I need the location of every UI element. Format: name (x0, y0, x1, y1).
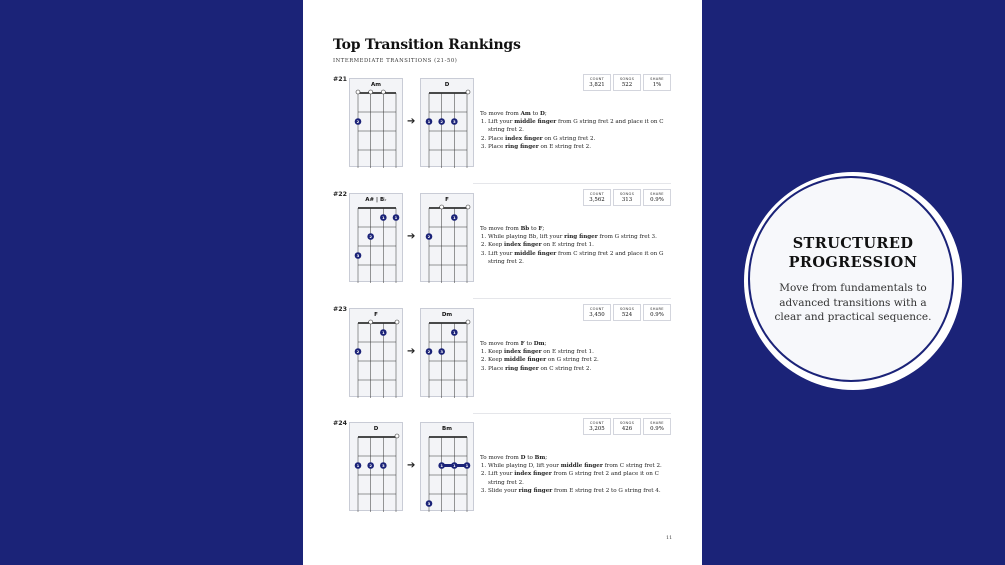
stat-songs (613, 418, 641, 435)
from-chord-name: A# | B♭ (365, 197, 387, 203)
stat-count (583, 304, 611, 321)
instruction-intro: To move from F to Dm; (480, 341, 547, 347)
finger-number: 1 (453, 329, 456, 335)
finger-number: 3 (440, 348, 443, 354)
entry-divider (473, 298, 671, 299)
stat-share (643, 418, 671, 435)
from-fretboard (350, 194, 404, 283)
transition-entry (303, 306, 702, 420)
from-chord-name: D (373, 426, 379, 432)
instruction-step: 2. Place index finger on G string fret 2. (488, 135, 670, 143)
open-string-marker (466, 320, 470, 324)
from-fretboard (350, 423, 404, 512)
stat-value: 3,205 (589, 426, 605, 432)
transition-entry (303, 420, 702, 534)
stat-count (583, 74, 611, 91)
finger-number: 3 (382, 462, 385, 468)
from-chord-diagram (349, 78, 403, 167)
stat-label: SHARE (650, 421, 664, 425)
from-chord-ref: Bb (520, 226, 530, 232)
finger-number: 2 (427, 233, 431, 239)
stat-label: SONGS (619, 77, 635, 81)
to-fretboard (421, 194, 475, 283)
stat-count (583, 418, 611, 435)
finger-number: 1 (453, 214, 456, 220)
finger-number: 2 (356, 348, 360, 354)
stat-label: SONGS (619, 421, 635, 425)
rank-number: #23 (333, 306, 348, 313)
instruction-steps (480, 348, 670, 373)
rank-number: #21 (333, 76, 348, 83)
stat-value: 1% (652, 82, 662, 88)
from-fretboard (350, 309, 404, 398)
stat-label: SONGS (619, 307, 635, 311)
stat-songs (613, 74, 641, 91)
from-chord-ref: F (520, 341, 525, 347)
stats-row (583, 304, 671, 321)
stat-label: SHARE (650, 307, 664, 311)
finger-number: 2 (356, 118, 360, 124)
transition-entry (303, 191, 702, 305)
to-chord-name: Dm (441, 312, 453, 318)
finger-number: 3 (427, 500, 431, 506)
open-string-marker (369, 90, 373, 94)
stat-value: 0.9% (650, 426, 664, 432)
open-string-marker (440, 205, 444, 209)
stat-label: COUNT (589, 421, 605, 425)
to-chord-diagram (420, 308, 474, 397)
stat-value: 426 (621, 426, 633, 432)
arrow-right-icon: ➔ (407, 346, 416, 357)
finger-number: 2 (427, 348, 431, 354)
stat-value: 0.9% (650, 197, 664, 203)
finger-number: 1 (440, 462, 443, 468)
rank-number: #22 (333, 191, 348, 198)
stat-share (643, 74, 671, 91)
finger-number: 3 (453, 118, 456, 124)
stat-songs (613, 304, 641, 321)
instruction-step: 1. While playing D, lift your middle finger from C string fret 2. (488, 462, 670, 470)
callout-title-line1: STRUCTURED (792, 235, 914, 252)
stat-songs (613, 189, 641, 206)
document-page (303, 0, 702, 565)
from-chord-diagram (349, 308, 403, 397)
instruction-step: 1. While playing Bb, lift your ring finger from G string fret 3. (488, 233, 670, 241)
finger-number: 1 (453, 462, 456, 468)
instruction-step: 2. Lift your index finger from G string fret 2 and place it on C string fret 2. (488, 470, 670, 486)
open-string-marker (369, 320, 373, 324)
instruction-step: 1. Keep index finger on E string fret 1. (488, 348, 670, 356)
to-chord-diagram (420, 193, 474, 282)
to-fretboard (421, 423, 475, 512)
instruction-step: 3. Lift your middle finger from C string fret 2 and place it on G string fret 2. (488, 250, 670, 266)
stat-value: 524 (621, 312, 633, 318)
to-chord-name: D (444, 82, 450, 88)
finger-number: 2 (369, 233, 372, 239)
stat-value: 313 (621, 197, 633, 203)
stat-value: 3,562 (589, 197, 605, 203)
arrow-right-icon: ➔ (407, 116, 416, 127)
from-chord-name: F (374, 312, 378, 318)
open-string-marker (466, 205, 470, 209)
instruction-step: 2. Keep index finger on E string fret 1. (488, 241, 670, 249)
from-chord-diagram (349, 193, 403, 282)
callout-title (748, 234, 958, 272)
finger-number: 3 (356, 252, 360, 258)
entry-divider (473, 413, 671, 414)
instruction-step: 2. Keep middle finger on G string fret 2. (488, 356, 670, 364)
transition-instructions (480, 110, 670, 151)
instruction-steps (480, 118, 670, 151)
arrow-right-icon: ➔ (407, 460, 416, 471)
to-chord-ref: F (538, 226, 543, 232)
transition-instructions (480, 225, 670, 266)
callout-circle-border (748, 176, 954, 382)
to-fretboard (421, 79, 475, 168)
transition-entry (303, 76, 702, 190)
instruction-intro: To move from Bb to F; (480, 226, 545, 232)
page-title: Top Transition Rankings (333, 37, 521, 53)
instruction-steps (480, 233, 670, 266)
stats-row (583, 74, 671, 91)
instruction-intro: To move from D to Bm; (480, 455, 548, 461)
to-chord-ref: Bm (534, 455, 546, 461)
from-chord-name: Am (371, 82, 381, 88)
to-chord-diagram (420, 422, 474, 511)
stat-label: COUNT (589, 192, 605, 196)
to-chord-name: F (445, 197, 449, 203)
instruction-steps (480, 462, 670, 495)
to-chord-ref: Dm (533, 341, 545, 347)
open-string-marker (466, 90, 470, 94)
stat-share (643, 189, 671, 206)
callout-body: Move from fundamentals to advanced transitions with a clear and practical sequence. (774, 282, 932, 323)
instruction-step: 1. Lift your middle finger from G string fret 2 and place it on C string fret 2. (488, 118, 670, 134)
entry-divider (473, 183, 671, 184)
stat-value: 3,450 (589, 312, 605, 318)
finger-number: 1 (382, 214, 385, 220)
arrow-right-icon: ➔ (407, 231, 416, 242)
stat-label: SHARE (650, 77, 664, 81)
stat-share (643, 304, 671, 321)
open-string-marker (381, 90, 385, 94)
stat-value: 3,821 (589, 82, 605, 88)
page-subtitle: INTERMEDIATE TRANSITIONS (21-50) (333, 58, 458, 64)
to-chord-name: Bm (442, 426, 452, 432)
open-string-marker (356, 90, 360, 94)
finger-number: 2 (440, 118, 443, 124)
stat-label: COUNT (589, 77, 605, 81)
to-chord-ref: D (540, 111, 545, 117)
page-number: 11 (666, 535, 673, 541)
open-string-marker (395, 434, 399, 438)
finger-number: 1 (427, 118, 431, 124)
from-chord-ref: Am (520, 111, 531, 117)
instruction-intro: To move from Am to D; (480, 111, 547, 117)
stat-label: SONGS (619, 192, 635, 196)
to-chord-diagram (420, 78, 474, 167)
stat-value: 522 (621, 82, 633, 88)
rank-number: #24 (333, 420, 348, 427)
stat-label: SHARE (650, 192, 664, 196)
finger-number: 2 (369, 462, 372, 468)
to-fretboard (421, 309, 475, 398)
stat-count (583, 189, 611, 206)
open-string-marker (395, 320, 399, 324)
stat-label: COUNT (589, 307, 605, 311)
from-chord-ref: D (520, 455, 526, 461)
callout-title-line2: PROGRESSION (788, 254, 918, 271)
instruction-step: 3. Place ring finger on E string fret 2. (488, 143, 670, 151)
from-chord-diagram (349, 422, 403, 511)
instruction-step: 3. Slide your ring finger from E string fret 2 to G string fret 4. (488, 487, 670, 495)
stats-row (583, 189, 671, 206)
finger-number: 1 (356, 462, 360, 468)
transition-instructions (480, 454, 670, 495)
transition-instructions (480, 340, 670, 373)
stats-row (583, 418, 671, 435)
finger-number: 1 (465, 462, 469, 468)
finger-number: 1 (394, 214, 398, 220)
finger-number: 1 (382, 329, 385, 335)
from-fretboard (350, 79, 404, 168)
stat-value: 0.9% (650, 312, 664, 318)
instruction-step: 3. Place ring finger on C string fret 2. (488, 365, 670, 373)
